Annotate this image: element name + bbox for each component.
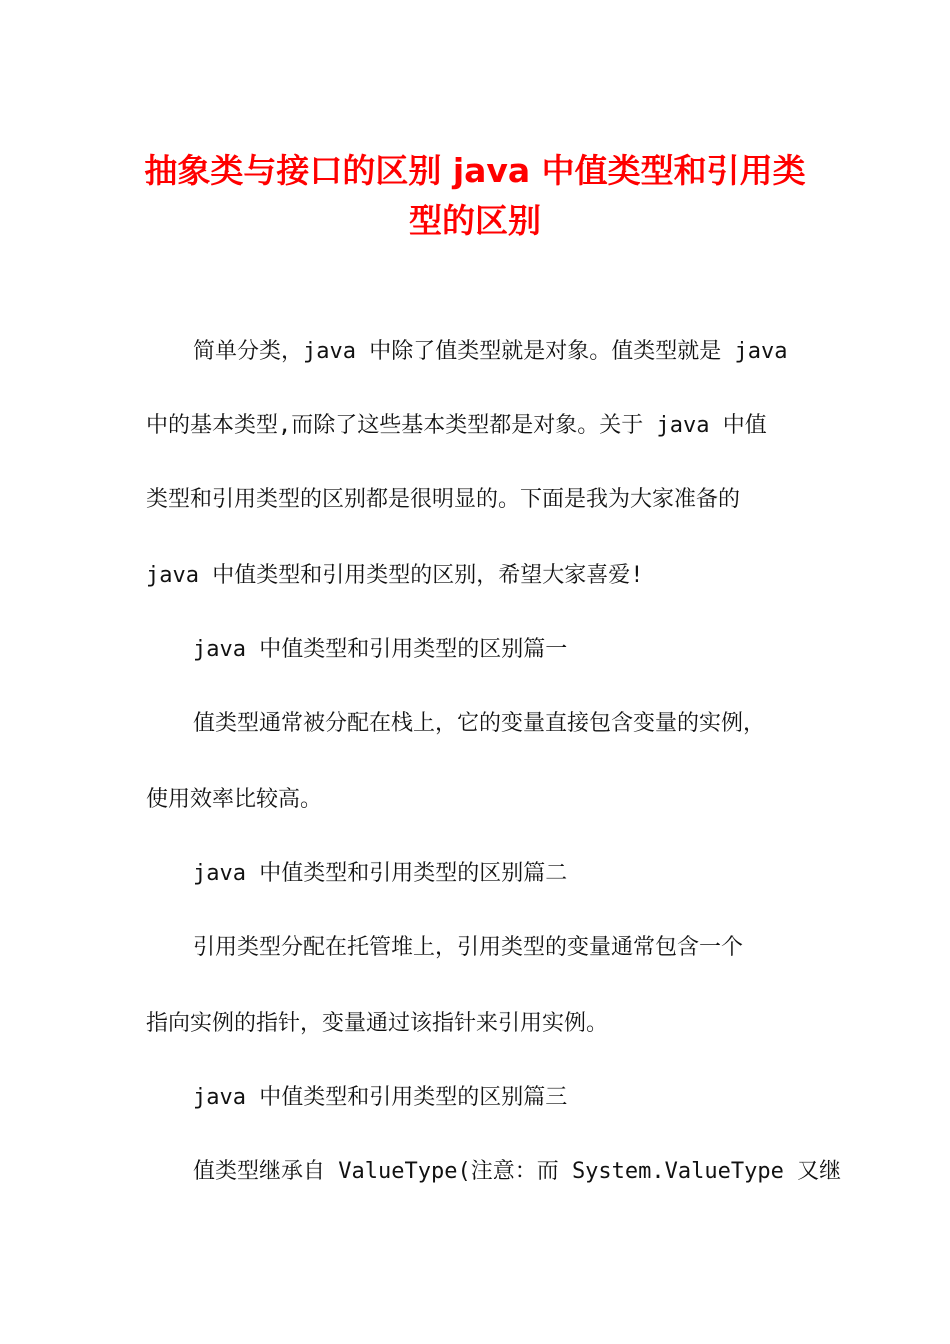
paragraph-1-line-2: 中的基本类型,而除了这些基本类型都是对象。关于 java 中值 [146,413,767,438]
paragraph-3-line-2: 指向实例的指针，变量通过该指针来引用实例。 [146,1011,609,1036]
paragraph-3-line-1: 引用类型分配在托管堆上，引用类型的变量通常包含一个 [193,935,744,960]
document-title-line-1: 抽象类与接口的区别 java 中值类型和引用类 [144,151,806,190]
section-heading-2: java 中值类型和引用类型的区别篇二 [193,861,568,886]
paragraph-2-line-2: 使用效率比较高。 [146,787,323,812]
paragraph-2-line-1: 值类型通常被分配在栈上，它的变量直接包含变量的实例， [193,711,766,736]
section-heading-1: java 中值类型和引用类型的区别篇一 [193,637,568,662]
paragraph-4-line-1: 值类型继承自 ValueType(注意：而 System.ValueType 又继 [193,1159,842,1184]
section-heading-3: java 中值类型和引用类型的区别篇三 [193,1085,568,1110]
paragraph-1-line-3: 类型和引用类型的区别都是很明显的。下面是我为大家准备的 [146,487,741,512]
paragraph-1-line-1: 简单分类，java 中除了值类型就是对象。值类型就是 java [193,339,788,364]
paragraph-1-line-4: java 中值类型和引用类型的区别，希望大家喜爱! [146,563,644,588]
document-title-line-2: 型的区别 [409,201,541,240]
